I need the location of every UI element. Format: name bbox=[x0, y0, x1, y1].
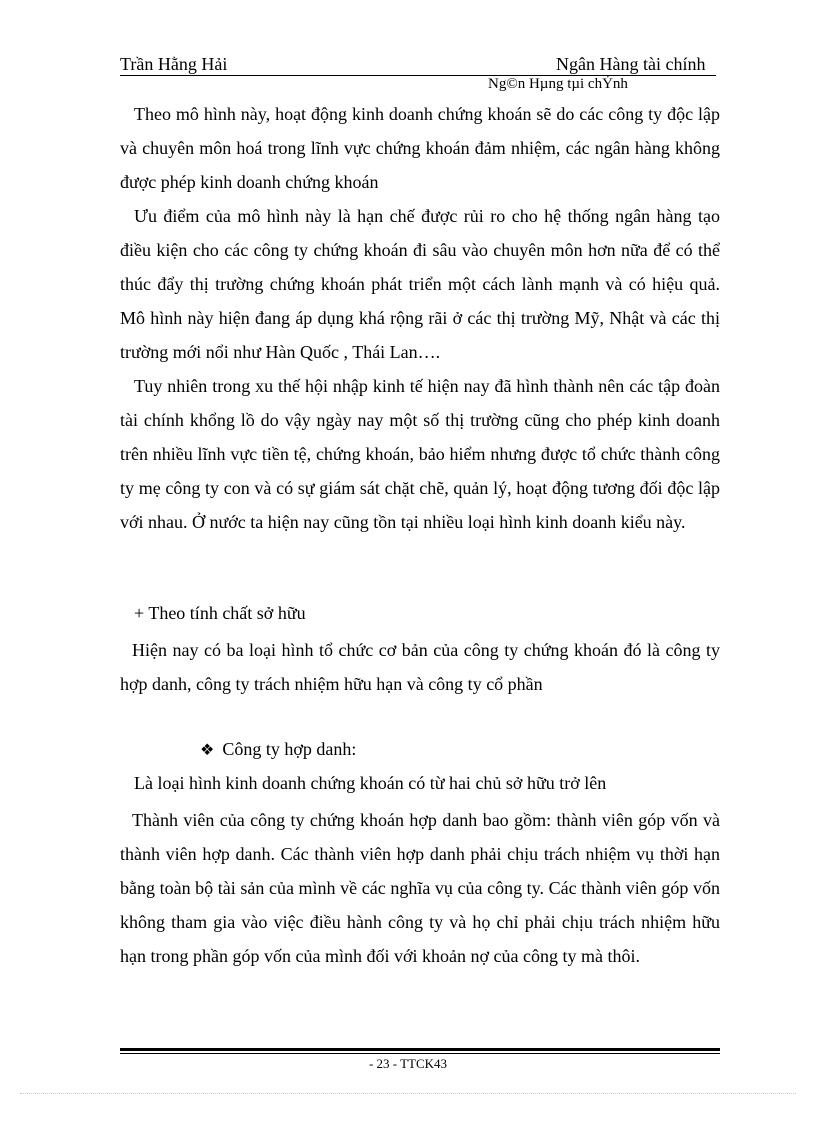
header-author: Trần Hằng Hải bbox=[120, 54, 228, 74]
paragraph-3: Tuy nhiên trong xu thế hội nhập kinh tế hiện nay đã hình thành nên các tập đoàn tài chính khổng lồ do vậy ngày nay một số thị trường cũng cho phép kinh doanh trên nhiều lĩnh vực tiền tệ, chứng khoán, bảo hiểm nhưng được tổ chức thành công ty mẹ công ty con và có sự giám sát chặt chẽ, quản lý, hoạt động tương đối độc lập với nhau. Ở nước ta hiện nay cũng tồn tại nhiều loại hình kinh doanh kiểu này. bbox=[120, 376, 720, 532]
header-subject: Ngân Hàng tài chính bbox=[556, 54, 706, 74]
section-heading-ownership: + Theo tính chất sở hữu bbox=[134, 603, 306, 623]
page-bottom-dotted-border bbox=[20, 1093, 796, 1094]
paragraph-2: Ưu điểm của mô hình này là hạn chế được rủi ro cho hệ thống ngân hàng tạo điều kiện cho các công ty chứng khoán đi sâu vào chuyên môn hơn nữa để có thể thúc đẩy thị trường chứng khoán phát triển một cách lành mạnh và có hiệu quả. Mô hình này hiện đang áp dụng khá rộng rãi ở các thị trường Mỹ, Nhật và các thị trường mới nổi như Hàn Quốc , Thái Lan…. bbox=[120, 206, 720, 362]
paragraph-1: Theo mô hình này, hoạt động kinh doanh chứng khoán sẽ do các công ty độc lập và chuyên môn hoá trong lĩnh vực chứng khoán đảm nhiệm, các ngân hàng không được phép kinh doanh chứng khoán bbox=[120, 104, 720, 192]
footer-rule-thick bbox=[120, 1048, 720, 1051]
bullet-heading-text: Công ty hợp danh: bbox=[222, 739, 357, 759]
footer-rule-thin bbox=[120, 1053, 720, 1054]
header-garbled-subject: Ng©n Hµng tµi chÝnh bbox=[488, 76, 628, 92]
diamond-bullet-icon: ❖ bbox=[200, 742, 215, 759]
footer-page-label: - 23 - TTCK43 bbox=[368, 1056, 448, 1071]
paragraph-4: Hiện nay có ba loại hình tổ chức cơ bản của công ty chứng khoán đó là công ty hợp danh, công ty trách nhiệm hữu hạn và công ty cổ phần bbox=[120, 640, 720, 694]
paragraph-6: Thành viên của công ty chứng khoán hợp danh bao gồm: thành viên góp vốn và thành viên hợp danh. Các thành viên hợp danh phải chịu trách nhiệm vụ thời hạn bằng toàn bộ tài sản của mình về các nghĩa vụ của công ty. Các thành viên góp vốn không tham gia vào việc điều hành công ty và họ chỉ phải chịu trách nhiệm hữu hạn trong phần góp vốn của mình đối với khoản nợ của công ty mà thôi. bbox=[120, 810, 720, 966]
paragraph-5: Là loại hình kinh doanh chứng khoán có từ hai chủ sở hữu trở lên bbox=[134, 773, 607, 793]
bullet-heading bbox=[200, 739, 356, 760]
